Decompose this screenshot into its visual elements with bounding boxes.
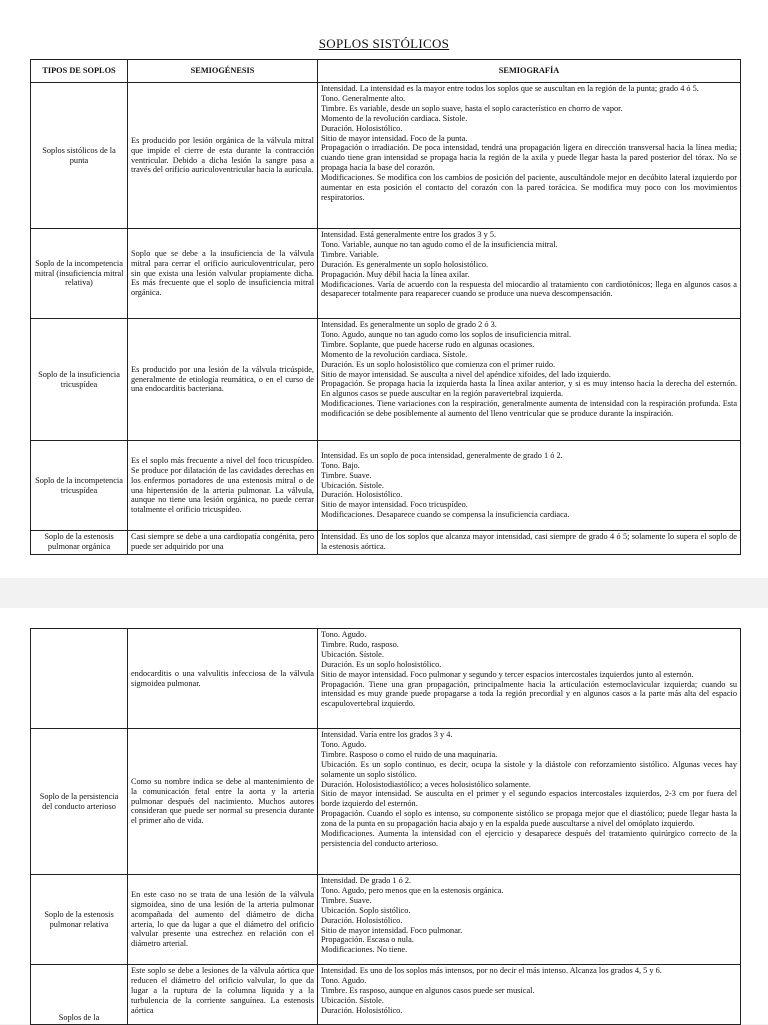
semiografia-line: Momento de la revolución cardiaca. Sístole. — [321, 349, 468, 359]
header-semiografia: SEMIOGRAFÍA — [318, 60, 741, 83]
semiografia-line: Propagación. Tiene una gran propagación, principalmente hacia la articulación esternoclavicular izquierda; cuando su intensidad es muy grande puede propagarse a toda la región precordial y en algunos casos a la parte más alta del espacio escapulovertebral izquierdo. — [321, 679, 737, 709]
row-semiogenesis: Es producido por una lesión de la válvula tricúspide, generalmente de etiología reumática, o en el curso de una endocarditis bacteriana. — [128, 319, 318, 441]
semiografia-line: Sitio de mayor intensidad. Foco pulmonar. — [321, 925, 463, 935]
table-row — [31, 729, 741, 875]
semiografia-line: Sitio de mayor intensidad. Foco pulmonar y segundo y tercer espacios intercostales izquierdos junto al esternón. — [321, 669, 694, 679]
semiografia-line: Duración. Holosistólico. — [321, 123, 403, 133]
semiografia-line: Duración. Holosistólico. — [321, 490, 403, 500]
row-semiogenesis: Casi siempre se debe a una cardiopatía congénita, pero puede ser adquirido por una — [128, 531, 318, 555]
semiografia-line: Propagación. Muy débil hacia la línea axilar. — [321, 269, 470, 279]
semiografia-line: Timbre. Es rasposo, aunque en algunos casos puede ser musical. — [321, 985, 535, 995]
semiografia-line: Tono. Agudo, aunque no tan agudo como los soplos de insuficiencia mitral. — [321, 329, 572, 339]
semiografia-line: Sitio de mayor intensidad. Foco tricuspídeo. — [321, 500, 468, 510]
semiografia-line: Intensidad. Es generalmente un soplo de grado 2 ó 3. — [321, 320, 497, 329]
semiografia-line: Intensidad. De grado 1 ó 2. — [321, 876, 412, 885]
table-row — [31, 531, 741, 555]
semiografia-line: Intensidad. Está generalmente entre los grados 3 y 5. — [321, 230, 497, 239]
semiografia-line: Tono. Variable, aunque no tan agudo como el de la insuficiencia mitral. — [321, 239, 558, 249]
semiografia-line: Tono. Generalmente alto. — [321, 93, 406, 103]
semiografia-line: Ubicación. Soplo sistólico. — [321, 905, 411, 915]
table-header-row — [31, 60, 741, 83]
semiografia-line: Momento de la revolución cardiaca. Sístole. — [321, 113, 468, 123]
row-semiografia — [318, 629, 741, 729]
header-tipos-de-soplos: TIPOS DE SOPLOS — [31, 60, 128, 83]
semiografia-line: Sitio de mayor intensidad. Se ausculta en el primer y el segundo espacios intercostales izquierdos, 2-3 cm por fuera del borde izquierdo del esternón. — [321, 789, 737, 809]
row-semiografia — [318, 319, 741, 441]
table-row — [31, 629, 741, 729]
row-type: Soplos de la — [31, 965, 128, 1025]
semiografia-line: Modificaciones. Desaparece cuando se compensa la insuficiencia cardiaca. — [321, 510, 570, 520]
semiografia-line: Ubicación. Es un soplo continuo, es decir, ocupa la sístole y la diástole con reforzamiento sistólico. Algunas veces hay solamente un soplo sistólico. — [321, 759, 737, 779]
row-semiogenesis: endocarditis o una valvulitis infecciosa de la válvula sigmoidea pulmonar. — [128, 629, 318, 729]
row-semiogenesis: Es el soplo más frecuente a nivel del foco tricuspídeo. Se produce por dilatación de las cavidades derechas en los enfermos portadores de una estenosis mitral o de una hipertensión de la arteria pulmonar. La válvula, aunque no tiene una lesión orgánica, no puede cerrar totalmente el orificio tricuspídeo. — [128, 441, 318, 531]
semiografia-line: Intensidad. Es uno de los soplos más intensos, por no decir el más intenso. Alcanza los grados 4, 5 y 6. — [321, 966, 662, 975]
row-type: Soplo de la incompetencia tricuspídea — [31, 441, 128, 531]
semiografia-line: Intensidad. Varía entre los grados 3 y 4. — [321, 730, 453, 739]
row-type: Soplo de la incompetencia mitral (insuficiencia mitral relativa) — [31, 229, 128, 319]
semiografia-line: Propagación. Se propaga hacia la izquierda hasta la línea axilar anterior, y si es muy intenso hacia la derecha del esternón. En algunos casos se puede auscultar en la región paravertebral izquierda. — [321, 379, 737, 399]
semiografia-line: Duración. Es generalmente un soplo holosistólico. — [321, 259, 489, 269]
semiografia-line: Timbre. Es variable, desde un soplo suave, hasta el soplo característico en chorro de vapor. — [321, 103, 623, 113]
semiografia-line: Ubicación. Sístole. — [321, 995, 384, 1005]
table-row — [31, 965, 741, 1025]
semiografia-line: Modificaciones. Tiene variaciones con la respiración, generalmente aumenta de intensidad con la respiración profunda. Esta modificación se debe posiblemente al aumento del lleno ventricular que se produce durante la inspiración. — [321, 399, 737, 419]
row-semiografia — [318, 229, 741, 319]
semiografia-line: Intensidad. La intensidad es la mayor entre todos los soplos que se auscultan en la región de la punta; grado 4 ó 5. — [321, 84, 699, 93]
semiografia-line: Modificaciones. Varía de acuerdo con la respuesta del miocardio al tratamiento con cardiotónicos; llega en algunos casos a desaparecer totalmente para reaparecer cuando se produce una nueva descompensación. — [321, 279, 737, 299]
row-semiogenesis: Soplo que se debe a la insuficiencia de la válvula mitral para cerrar el orificio auriculoventricular, pero sin que exista una lesión valvular propiamente dicha. Es más frecuente que el soplo de insuficiencia mitral orgánica. — [128, 229, 318, 319]
row-type: Soplos sistólicos de la punta — [31, 83, 128, 229]
table-row — [31, 875, 741, 965]
row-type: Soplo de la persistencia del conducto arterioso — [31, 729, 128, 875]
semiografia-line: Tono. Bajo. — [321, 460, 360, 470]
row-type: Soplo de la estenosis pulmonar orgánica — [31, 531, 128, 555]
semiografia-line: Timbre. Suave. — [321, 470, 372, 480]
semiografia-line: Ubicación. Sístole. — [321, 480, 384, 490]
semiografia-line: Propagación. Cuando el soplo es intenso, su componente sistólico se propaga mejor que el diastólico; puede llegar hasta la zona de la punta en su propagación hacia abajo y en la espalda puede auscultarse a nivel del omóplato izquierdo. — [321, 809, 737, 829]
semiografia-line: Tono. Agudo. — [321, 975, 367, 985]
row-semiogenesis: En este caso no se trata de una lesión de la válvula sigmoidea, sino de una lesión de la arteria pulmonar acompañada del aumento del diámetro de dicha arteria, lo que da lugar a que el diámetro del orificio valvular presente una estrechez en relación con el diámetro arterial. — [128, 875, 318, 965]
row-semiografia — [318, 441, 741, 531]
semiografia-line: Duración. Holosistólico. — [321, 915, 403, 925]
row-semiogenesis: Como su nombre indica se debe al mantenimiento de la comunicación fetal entre la aorta y la arteria pulmonar después del nacimiento. Muchos autores consideran que puede ser normal su presencia durante el primer año de vida. — [128, 729, 318, 875]
semiografia-line: Duración. Holosistodiastólico; a veces holosistólico solamente. — [321, 779, 531, 789]
row-type — [31, 629, 128, 729]
table-row — [31, 229, 741, 319]
row-semiografia — [318, 875, 741, 965]
row-semiografia — [318, 531, 741, 555]
semiografia-line: Propagación o irradiación. De poca intensidad, tendrá una propagación ligera en dirección transversal hacia la línea media; cuando tiene gran intensidad se propaga hacia la región de la axila y puede llegar hasta la pared posterior del tórax. No se propaga hacia la base del corazón. — [321, 143, 737, 173]
table-row — [31, 441, 741, 531]
semiografia-line: Modificaciones. Aumenta la intensidad con el ejercicio y desaparece después del tratamiento quirúrgico correcto de la persistencia del conducto arterioso. — [321, 829, 737, 848]
row-semiografia — [318, 83, 741, 229]
semiografia-line: Timbre. Rasposo o como el ruido de una maquinaria. — [321, 749, 498, 759]
row-semiogenesis: Este soplo se debe a lesiones de la válvula aórtica que reducen el diámetro del orificio valvular, lo que da lugar a la ruptura de la columna líquida y a la turbulencia de la corriente sanguínea. La estenosis aórtica — [128, 965, 318, 1025]
semiografia-line: Duración. Es un soplo holosistólico que comienza con el primer ruido. — [321, 359, 556, 369]
semiografia-line: Timbre. Soplante, que puede hacerse rudo en algunas ocasiones. — [321, 339, 535, 349]
row-semiografia — [318, 965, 741, 1025]
header-semiogenesis: SEMIOGÉNESIS — [128, 60, 318, 83]
semiografia-line: Tono. Agudo. — [321, 630, 367, 639]
document-title: SOPLOS SISTÓLICOS — [318, 36, 450, 51]
semiografia-line: Duración. Es un soplo holosistólico. — [321, 659, 442, 669]
semiografia-line: Timbre. Suave. — [321, 895, 372, 905]
soplos-table-page-2 — [30, 628, 741, 1025]
semiografia-line: Sitio de mayor intensidad. Foco de la punta. — [321, 133, 468, 143]
table-row — [31, 83, 741, 229]
semiografia-line: Tono. Agudo. — [321, 739, 367, 749]
semiografia-line: Ubicación. Sístole. — [321, 649, 384, 659]
semiografia-line: Tono. Agudo, pero menos que en la estenosis orgánica. — [321, 885, 504, 895]
semiografia-line: Duración. Holosistólico. — [321, 1005, 403, 1015]
semiografia-line: Timbre. Rudo, rasposo. — [321, 639, 399, 649]
semiografia-line: Intensidad. Es uno de los soplos que alcanza mayor intensidad, casi siempre de grado 4 ó 5; solamente lo supera el soplo de la estenosis aórtica. — [321, 532, 737, 551]
semiografia-line: Modificaciones. Se modifica con los cambios de posición del paciente, auscultándole mejor en decúbito lateral izquierdo por aumentar en esta posición el contacto del corazón con la pared torácica. Se modifica muy poco con los movimientos respiratorios. — [321, 173, 737, 202]
semiografia-line: Propagación. Escasa o nula. — [321, 935, 414, 945]
row-type: Soplo de la estenosis pulmonar relativa — [31, 875, 128, 965]
semiografia-line: Timbre. Variable. — [321, 249, 379, 259]
semiografia-line: Sitio de mayor intensidad. Se ausculta a nivel del apéndice xifoides, del lado izquierdo. — [321, 369, 611, 379]
row-semiografia — [318, 729, 741, 875]
soplos-table-page-1 — [30, 59, 741, 555]
table-row — [31, 319, 741, 441]
semiografia-line: Intensidad. Es un soplo de poca intensidad, generalmente de grado 1 ó 2. — [321, 450, 563, 460]
row-semiogenesis: Es producido por lesión orgánica de la válvula mitral que impide el cierre de esta durante la contracción ventricular. Debido a dicha lesión la sangre pasa a través del orificio auriculoventricular hacia la aurícula. — [128, 83, 318, 229]
semiografia-line: Modificaciones. No tiene. — [321, 945, 408, 955]
row-type: Soplo de la insuficiencia tricuspídea — [31, 319, 128, 441]
